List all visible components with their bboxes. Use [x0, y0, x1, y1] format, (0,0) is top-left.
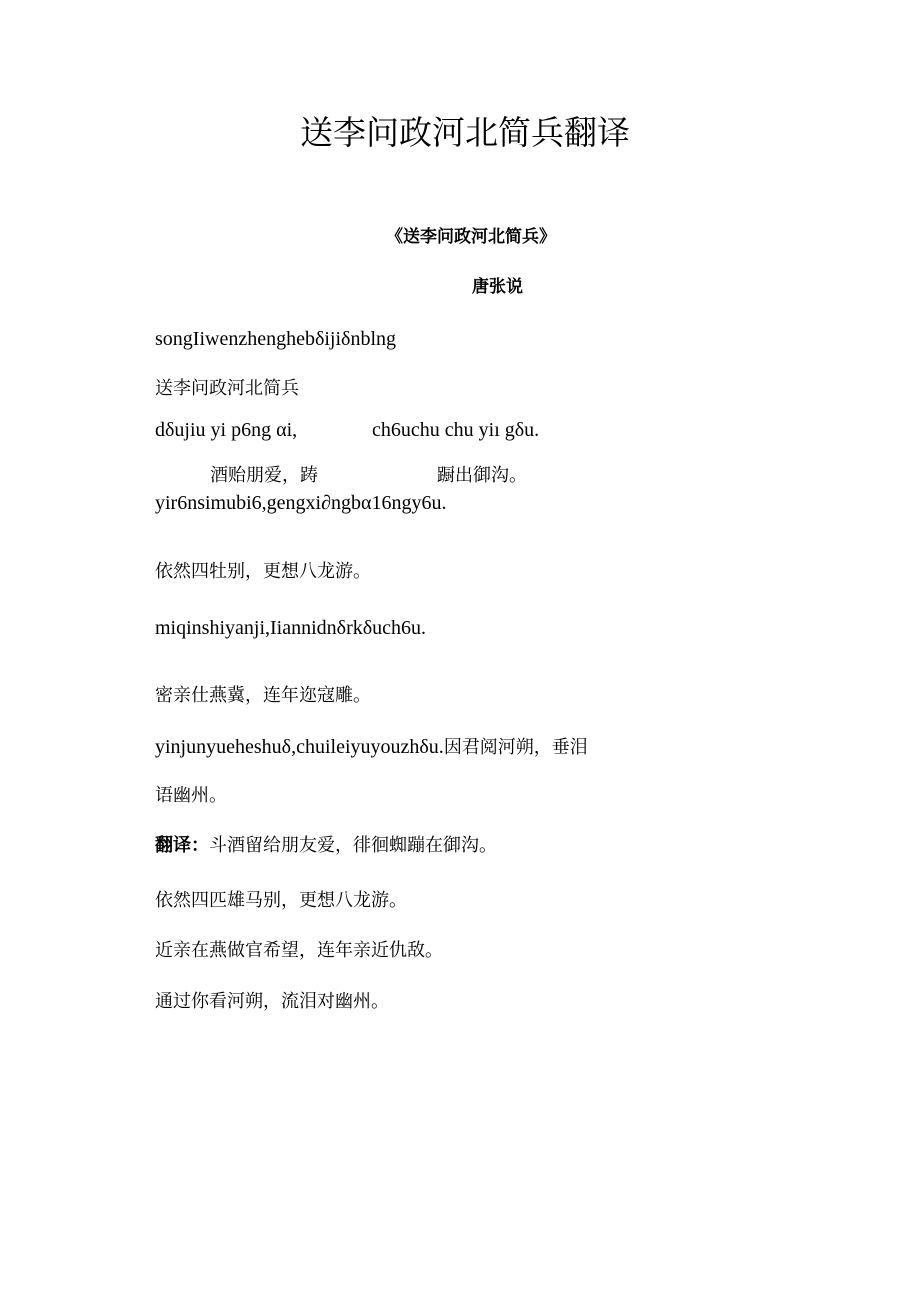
translation-line1-row: [155, 837, 497, 855]
line1-chinese-a: 酒贻朋爱，踌: [210, 465, 318, 486]
translation-line3: 近亲在燕做官希望，连年亲近仇敌。: [155, 940, 443, 961]
line3-pinyin: miqinshiyanji,Iiannidnδrkδuch6u.: [155, 617, 427, 639]
line3-chinese: 密亲仕燕冀，连年迩寇雕。: [155, 685, 371, 706]
translation-line1: 斗酒留给朋友爱，徘徊蜘蹦在御沟。: [209, 835, 497, 856]
line1-pinyin-a: dδujiu yi p6ng αi,: [155, 419, 298, 441]
line2-chinese: 依然四牡别，更想八龙游。: [155, 561, 371, 582]
line4-row: [155, 737, 588, 757]
title-pinyin: songIiwenzhenghebδijiδnblng: [155, 328, 397, 350]
poem-author: 唐张说: [472, 277, 523, 297]
line4-chinese-b: 语幽州。: [155, 785, 227, 806]
title-chinese: 送李问政河北简兵: [155, 378, 299, 399]
line4-pinyin: yinjunyueheshuδ,chuileiyuyouzhδu.: [155, 736, 444, 758]
line1-chinese-b: 蹰出御沟。: [437, 465, 527, 486]
line2-pinyin: yir6nsimubi6,gengxi∂ngbα16ngy6u.: [155, 492, 447, 514]
translation-label: 翻译：: [155, 835, 209, 856]
translation-line2: 依然四匹雄马别，更想八龙游。: [155, 890, 407, 911]
line4-chinese-a: 因君阅河朔，垂泪: [443, 737, 588, 758]
document-title: 送李问政河北简兵翻译: [300, 113, 630, 152]
line1-pinyin-b: ch6uchu chu yiı gδu.: [372, 419, 540, 441]
translation-line4: 通过你看河朔，流泪对幽州。: [155, 991, 389, 1012]
poem-title: 《送李问政河北简兵》: [386, 227, 556, 247]
